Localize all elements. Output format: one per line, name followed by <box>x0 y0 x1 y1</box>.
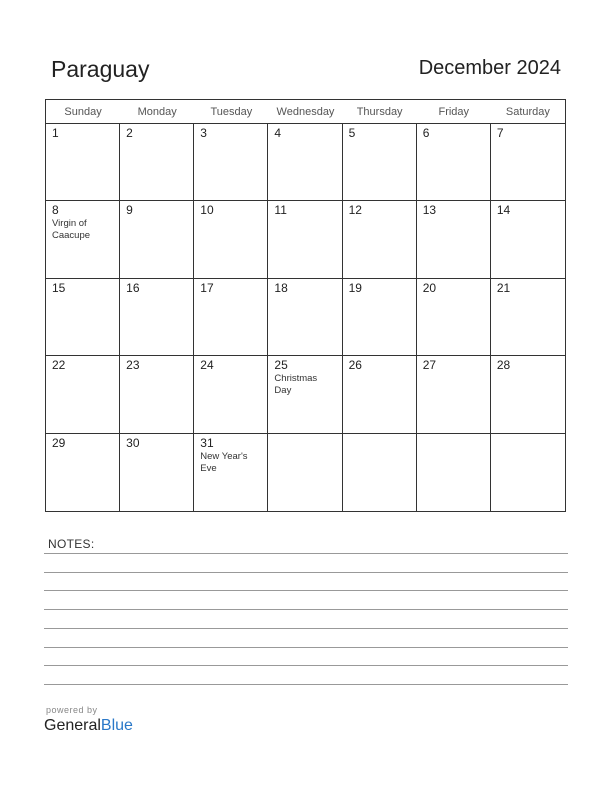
powered-by-text: powered by <box>46 705 98 715</box>
day-cell <box>417 124 491 201</box>
day-number: 27 <box>422 358 437 373</box>
day-number: 13 <box>422 203 437 218</box>
day-cell <box>343 434 417 511</box>
day-cell <box>491 434 565 511</box>
day-cell <box>120 201 194 278</box>
day-number: 2 <box>126 126 133 140</box>
day-number: 10 <box>200 203 214 218</box>
day-cell <box>46 201 120 278</box>
holiday-label: Christmas Day <box>274 373 318 397</box>
day-number: 4 <box>274 126 282 140</box>
day-cell <box>491 124 565 201</box>
day-cell <box>417 434 491 511</box>
day-cell <box>491 356 565 433</box>
day-cell <box>46 279 120 356</box>
notes-label: NOTES: <box>48 537 95 551</box>
note-line <box>44 628 568 629</box>
day-cell <box>343 356 417 433</box>
day-cell <box>120 124 194 201</box>
day-number: 1 <box>52 126 59 140</box>
day-cell <box>194 201 268 278</box>
day-number: 17 <box>200 280 214 295</box>
day-cell <box>417 201 491 278</box>
day-cell <box>268 356 342 433</box>
day-number: 12 <box>348 203 362 218</box>
note-line <box>44 553 568 554</box>
note-line <box>44 590 568 591</box>
weekday-label: Friday <box>438 106 470 118</box>
day-number: 22 <box>52 358 66 373</box>
weekday-label: Sunday <box>64 106 102 118</box>
day-number: 31 <box>200 435 214 450</box>
day-number: 7 <box>496 126 504 140</box>
note-line <box>44 609 568 610</box>
day-number: 24 <box>200 358 214 373</box>
weekday-label: Thursday <box>356 106 403 118</box>
day-cell <box>120 356 194 433</box>
day-cell <box>194 124 268 201</box>
day-cell <box>491 201 565 278</box>
weekday-header <box>46 100 565 124</box>
day-number: 5 <box>348 126 356 140</box>
day-cell <box>491 279 565 356</box>
day-number: 16 <box>126 280 140 295</box>
day-number: 11 <box>274 203 287 218</box>
calendar-grid <box>45 99 566 512</box>
day-cell <box>417 356 491 433</box>
note-line <box>44 572 568 573</box>
country-title: Paraguay <box>51 56 150 82</box>
brand-general: General <box>44 717 101 734</box>
day-number: 3 <box>200 126 207 140</box>
month-year-title: December 2024 <box>418 57 561 79</box>
note-line <box>44 665 568 666</box>
weekday-label: Saturday <box>505 106 550 118</box>
day-number: 30 <box>126 435 140 450</box>
note-line <box>44 647 568 648</box>
day-number: 9 <box>126 203 133 218</box>
weekday-label: Tuesday <box>210 106 253 118</box>
day-cell <box>268 434 342 511</box>
day-cell <box>46 356 120 433</box>
day-cell <box>194 356 268 433</box>
day-cell <box>343 124 417 201</box>
day-cell <box>343 279 417 356</box>
note-line <box>44 684 568 685</box>
holiday-label: New Year's Eve <box>200 450 248 474</box>
day-number: 14 <box>496 203 511 218</box>
day-cell <box>417 279 491 356</box>
day-grid <box>46 124 565 511</box>
brand-logo <box>44 717 133 735</box>
day-number: 6 <box>422 126 430 140</box>
day-number: 20 <box>422 280 437 295</box>
day-cell <box>268 201 342 278</box>
day-cell <box>194 434 268 511</box>
day-cell <box>46 434 120 511</box>
day-number: 21 <box>496 280 511 295</box>
day-number: 18 <box>274 280 288 295</box>
day-number: 25 <box>274 358 288 373</box>
day-cell <box>46 124 120 201</box>
day-number: 26 <box>348 358 362 373</box>
day-cell <box>120 434 194 511</box>
day-cell <box>343 201 417 278</box>
day-number: 29 <box>52 435 66 450</box>
weekday-label: Wednesday <box>276 106 335 118</box>
day-cell <box>268 124 342 201</box>
weekday-label: Monday <box>137 106 177 118</box>
day-number: 23 <box>126 358 140 373</box>
day-cell <box>194 279 268 356</box>
day-number: 28 <box>496 358 511 373</box>
day-cell <box>268 279 342 356</box>
day-number: 8 <box>52 203 59 218</box>
day-number: 19 <box>348 280 362 295</box>
day-cell <box>120 279 194 356</box>
holiday-label: Virgin of Caacupe <box>52 218 91 242</box>
brand-blue: Blue <box>100 717 133 734</box>
day-number: 15 <box>52 280 66 295</box>
